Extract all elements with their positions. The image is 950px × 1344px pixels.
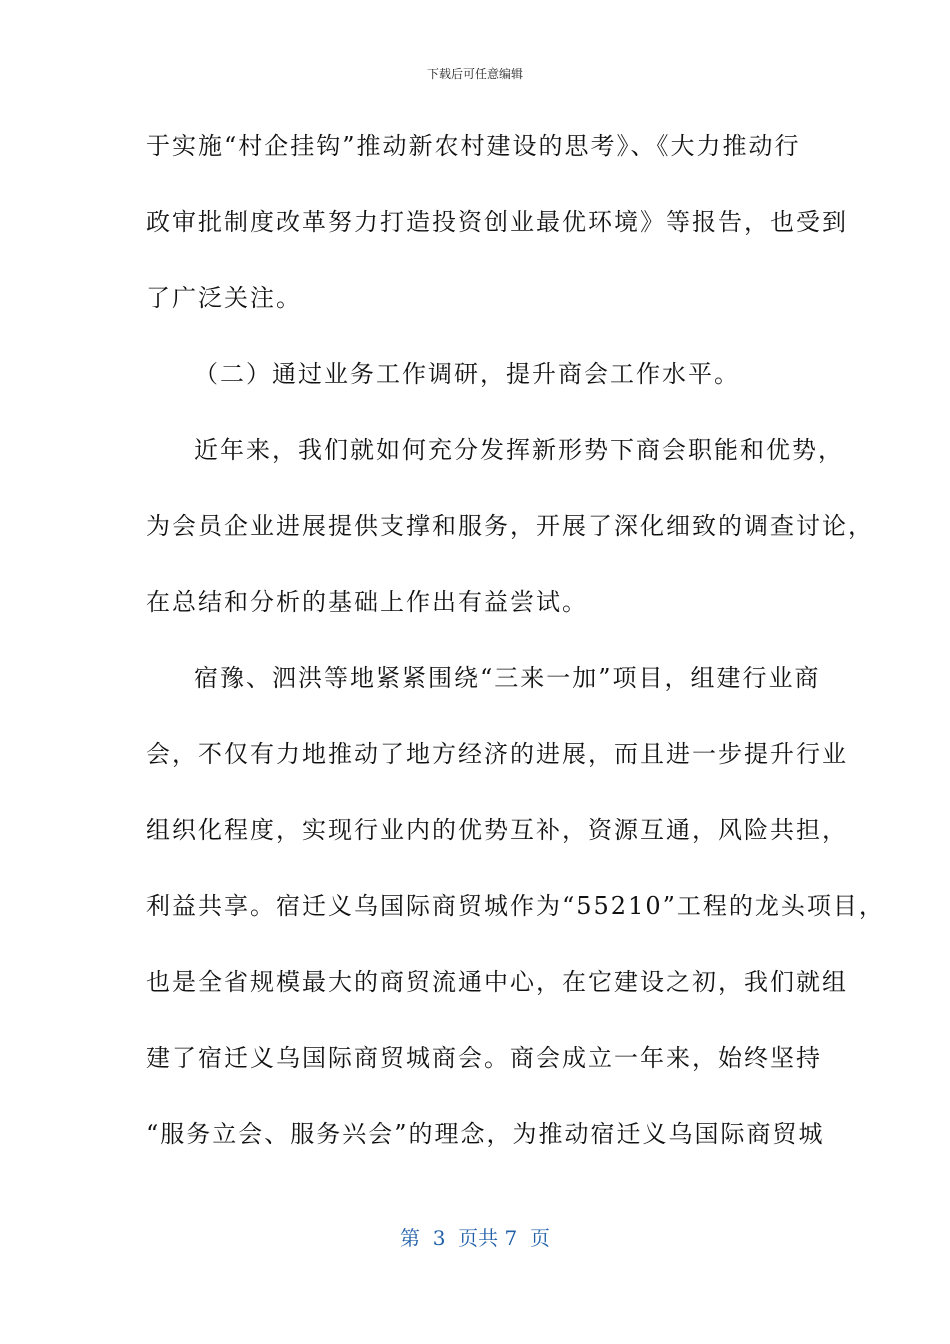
- body-line: 建了宿迁义乌国际商贸城商会。商会成立一年来，始终坚持: [146, 1044, 822, 1072]
- body-line: 政审批制度改革努力打造投资创业最优环境》等报告，也受到: [146, 208, 848, 236]
- body-line: 宿豫、泗洪等地紧紧围绕“三来一加”项目，组建行业商: [194, 664, 821, 692]
- body-line: 组织化程度，实现行业内的优势互补，资源互通，风险共担，: [146, 816, 848, 844]
- page-number: 第 3 页共 7 页: [400, 1226, 550, 1250]
- body-line: 也是全省规模最大的商贸流通中心，在它建设之初，我们就组: [146, 968, 848, 996]
- body-line: 利益共享。宿迁义乌国际商贸城作为“55210”工程的龙头项目，: [146, 892, 885, 920]
- section-heading: （二）通过业务工作调研，提升商会工作水平。: [194, 360, 740, 388]
- page-header-note: 下载后可任意编辑: [426, 67, 523, 81]
- body-line: 近年来，我们就如何充分发挥新形势下商会职能和优势，: [194, 436, 844, 464]
- document-body: [146, 120, 885, 1184]
- body-line: 为会员企业进展提供支撑和服务，开展了深化细致的调查讨论，: [146, 512, 874, 540]
- body-line: 了广泛关注。: [146, 284, 302, 312]
- body-line: 于实施“村企挂钩”推动新农村建设的思考》、《大力推动行: [146, 132, 801, 160]
- body-line: 会，不仅有力地推动了地方经济的进展，而且进一步提升行业: [146, 740, 848, 768]
- body-line: “服务立会、服务兴会”的理念，为推动宿迁义乌国际商贸城: [146, 1120, 825, 1148]
- body-line: 在总结和分析的基础上作出有益尝试。: [146, 588, 588, 616]
